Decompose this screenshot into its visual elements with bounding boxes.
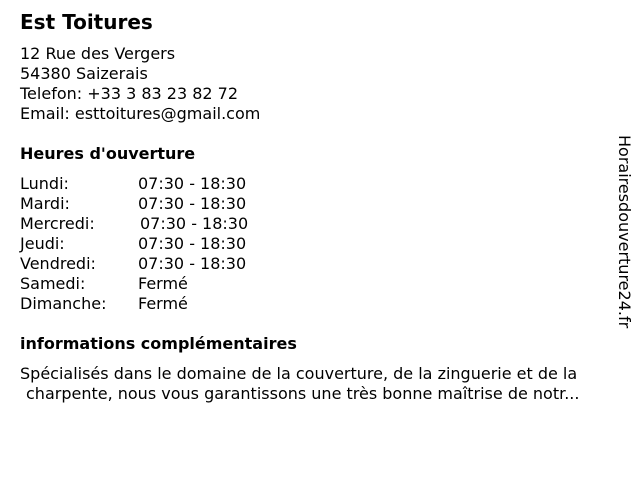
hours-value: 07:30 - 18:30 bbox=[140, 214, 249, 233]
hours-row-thursday bbox=[20, 234, 280, 254]
contact-block bbox=[20, 44, 260, 124]
hours-value: 07:30 - 18:30 bbox=[138, 234, 247, 253]
description-line-1: Spécialisés dans le domaine de la couverture, de la zinguerie et de la bbox=[20, 364, 578, 383]
address-street: 12 Rue des Vergers bbox=[20, 44, 176, 63]
day-label: Samedi: bbox=[20, 274, 86, 293]
day-label: Jeudi: bbox=[20, 234, 65, 253]
additional-info-heading: informations complémentaires bbox=[20, 334, 297, 353]
day-label: Mardi: bbox=[20, 194, 70, 213]
phone-number: Telefon: +33 3 83 23 82 72 bbox=[20, 84, 239, 103]
hours-value: Fermé bbox=[138, 274, 188, 293]
day-label: Dimanche: bbox=[20, 294, 107, 313]
address-city: 54380 Saizerais bbox=[20, 64, 148, 83]
hours-row-tuesday bbox=[20, 194, 280, 214]
hours-row-sunday bbox=[20, 294, 280, 314]
description-line-2: charpente, nous vous garantissons une très bonne maîtrise de notr... bbox=[26, 384, 580, 403]
hours-row-monday bbox=[20, 174, 280, 194]
business-name: Est Toitures bbox=[20, 10, 153, 34]
day-label: Mercredi: bbox=[20, 214, 95, 233]
hours-value: 07:30 - 18:30 bbox=[138, 194, 247, 213]
hours-value: Fermé bbox=[138, 294, 188, 313]
hours-row-friday bbox=[20, 254, 280, 274]
business-description bbox=[20, 364, 632, 404]
hours-row-wednesday bbox=[20, 214, 280, 234]
hours-value: 07:30 - 18:30 bbox=[138, 254, 247, 273]
day-label: Lundi: bbox=[20, 174, 69, 193]
site-watermark: Horairesdouverture24.fr bbox=[615, 135, 634, 329]
opening-hours-table bbox=[20, 174, 280, 314]
hours-row-saturday bbox=[20, 274, 280, 294]
email-address: Email: esttoitures@gmail.com bbox=[20, 104, 261, 123]
opening-hours-heading: Heures d'ouverture bbox=[20, 144, 196, 163]
hours-value: 07:30 - 18:30 bbox=[138, 174, 247, 193]
day-label: Vendredi: bbox=[20, 254, 96, 273]
